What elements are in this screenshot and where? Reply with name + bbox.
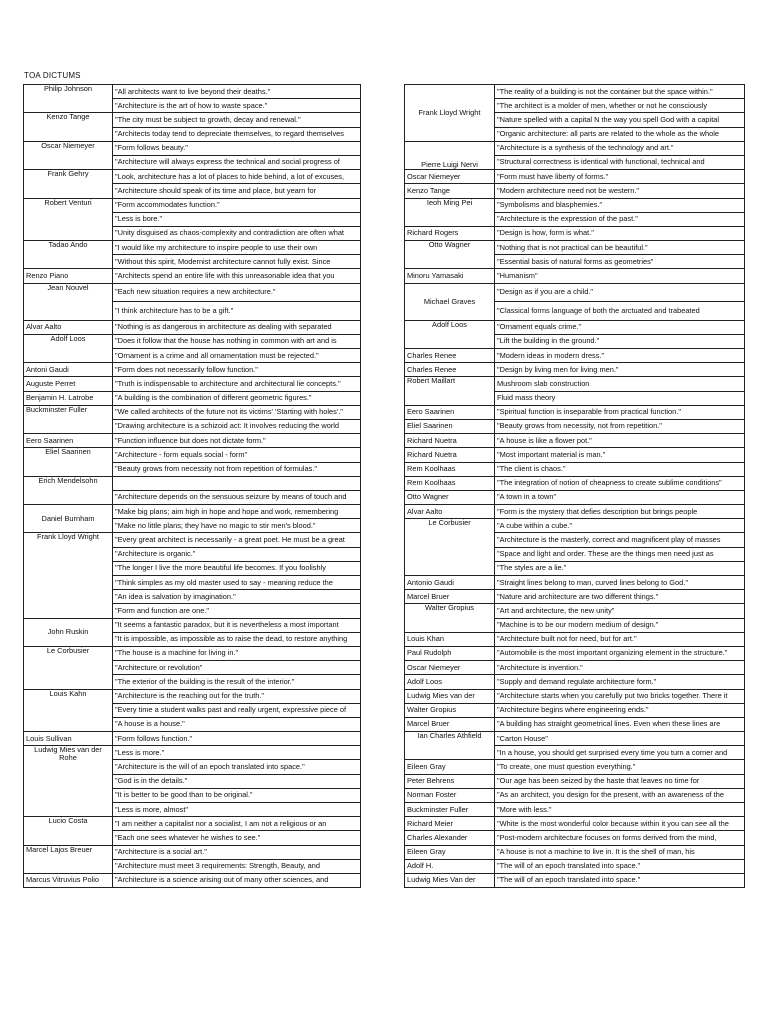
table-row — [24, 377, 361, 391]
table-row — [24, 817, 361, 831]
table-row — [405, 269, 745, 283]
dictum-quote: "Modern ideas in modern dress." — [495, 349, 745, 363]
architect-name: Louis Kahn — [24, 689, 113, 732]
table-row — [405, 519, 745, 533]
dictum-quote: "Lift the building in the ground." — [495, 334, 745, 348]
architect-name: Ian Charles Athfield — [405, 732, 495, 760]
dictum-quote: "Architecture is the art of how to waste space." — [113, 99, 361, 113]
table-row — [24, 85, 361, 99]
dictum-quote: "A house is like a flower pot." — [495, 434, 745, 448]
dictum-quote: "Form is the mystery that defies description but brings people — [495, 505, 745, 519]
dictum-quote: "The exterior of the building is the result of the interior." — [113, 675, 361, 689]
dictum-quote: "As an architect, you design for the present, with an awareness of the — [495, 788, 745, 802]
dictum-quote: "We called architects of the future not its victims' 'Starting with holes'." — [113, 405, 361, 419]
dictum-quote: "Carton House" — [495, 732, 745, 746]
dictum-quote: "Automobile is the most important organizing element in the structure." — [495, 646, 745, 660]
architect-name: Benjamin H. Latrobe — [24, 391, 113, 405]
dictum-quote: "The longer I live the more beautiful life becomes. If you foolishly — [113, 561, 361, 575]
table-row — [405, 198, 745, 212]
dictum-quote: "Design by living men for living men." — [495, 363, 745, 377]
dictum-quote: "A cube within a cube." — [495, 519, 745, 533]
architect-name: Minoru Yamasaki — [405, 269, 495, 283]
dictum-quote: "Each one sees whatever he wishes to see." — [113, 831, 361, 845]
table-row — [24, 873, 361, 887]
architect-name: Frank Lloyd Wright — [24, 533, 113, 618]
table-row — [24, 241, 361, 255]
dictum-quote: "Architecture begins where engineering ends." — [495, 703, 745, 717]
architect-name: Richard Meier — [405, 817, 495, 831]
dictum-quote: "Symbolisms and blasphemies." — [495, 198, 745, 212]
architect-name: Marcel Bruer — [405, 590, 495, 604]
architect-name: Frank Lloyd Wright — [405, 85, 495, 142]
architect-name: Le Corbusier — [24, 646, 113, 689]
table-row — [24, 405, 361, 419]
dictum-quote: "Straight lines belong to man, curved lines belong to God." — [495, 576, 745, 590]
dictum-quote: "Architecture is invention." — [495, 661, 745, 675]
architect-name: Eliel Saarinen — [24, 448, 113, 476]
architect-name: Auguste Perret — [24, 377, 113, 391]
architect-name: Renzo Piano — [24, 269, 113, 283]
table-row — [24, 320, 361, 334]
table-row — [405, 226, 745, 240]
dictum-quote: "To create, one must question everything." — [495, 760, 745, 774]
dictum-quote: "God is in the details." — [113, 774, 361, 788]
table-row — [405, 632, 745, 646]
architect-name: Antoni Gaudi — [24, 363, 113, 377]
architect-name: Walter Gropius — [405, 703, 495, 717]
dictum-quote: "Form and function are one." — [113, 604, 361, 618]
architect-name: Eliel Saarinen — [405, 419, 495, 433]
table-row — [405, 405, 745, 419]
dictum-quote: "Organic architecture: all parts are related to the whole as the whole — [495, 127, 745, 141]
architect-name: Ieoh Ming Pei — [405, 198, 495, 226]
dictum-quote: "A town in a town" — [495, 490, 745, 504]
table-row — [405, 859, 745, 873]
table-row — [405, 349, 745, 363]
dictum-quote: "All architects want to live beyond their deaths." — [113, 85, 361, 99]
table-row — [405, 448, 745, 462]
architect-name: Ludwig Mies van der Rohe — [24, 746, 113, 817]
dictum-quote: "Think simples as my old master used to say - meaning reduce the — [113, 576, 361, 590]
table-row — [405, 434, 745, 448]
dictum-quote: "The styles are a lie." — [495, 561, 745, 575]
dictum-quote: "Architecture is organic." — [113, 547, 361, 561]
table-row — [24, 646, 361, 660]
dictum-quote: "Architecture is a science arising out of many other sciences, and — [113, 873, 361, 887]
architect-name: Buckminster Fuller — [405, 803, 495, 817]
table-row — [24, 533, 361, 547]
dictum-quote: "Art and architecture, the new unity" — [495, 604, 745, 618]
dictum-quote: "White is the most wonderful color because within it you can see all the — [495, 817, 745, 831]
dictum-quote: "Less is more, almost" — [113, 803, 361, 817]
architect-name: Peter Behrens — [405, 774, 495, 788]
table-row — [24, 283, 361, 302]
dictum-quote: "Without this spirit, Modernist architecture cannot fully exist. Since — [113, 255, 361, 269]
table-row — [24, 732, 361, 746]
dictum-quote: "Architecture is the reaching out for the truth." — [113, 689, 361, 703]
dictum-quote: "Form must have liberty of forms." — [495, 170, 745, 184]
architect-name: Louis Sullivan — [24, 732, 113, 746]
dictum-quote: "The integration of notion of cheapness to create sublime conditions" — [495, 476, 745, 490]
table-row — [24, 391, 361, 405]
dictum-quote: "Ornament is a crime and all ornamentation must be rejected." — [113, 349, 361, 363]
architect-name: Adolf Loos — [405, 320, 495, 348]
architect-name: Richard Nuetra — [405, 434, 495, 448]
table-row — [24, 363, 361, 377]
architect-name: Otto Wagner — [405, 490, 495, 504]
dictum-quote: "I would like my architecture to inspire people to use their own — [113, 241, 361, 255]
dictums-table-left — [23, 84, 361, 888]
dictum-quote: "Nothing is as dangerous in architecture as dealing with separated — [113, 320, 361, 334]
architect-name: Adolf H. — [405, 859, 495, 873]
architect-name: Marcus Vitruvius Polio — [24, 873, 113, 887]
dictum-quote: "Beauty grows from necessity not from repetition of formulas." — [113, 462, 361, 476]
architect-name: Michael Graves — [405, 283, 495, 320]
table-row — [405, 320, 745, 334]
dictum-quote: "It is better to be good than to be original." — [113, 788, 361, 802]
dictum-quote: "Machine is to be our modern medium of design." — [495, 618, 745, 632]
dictum-quote: "Architecture - form equals social - form" — [113, 448, 361, 462]
architect-name: Eileen Gray — [405, 845, 495, 859]
table-row — [405, 760, 745, 774]
table-row — [405, 873, 745, 887]
table-row — [405, 576, 745, 590]
architect-name: Eero Saarinen — [24, 434, 113, 448]
architect-name: Adolf Loos — [24, 334, 113, 362]
architect-name: Marcel Lajos Breuer — [24, 845, 113, 873]
dictum-quote: "A building has straight geometrical lines. Even when these lines are — [495, 717, 745, 731]
dictum-quote: "Make big plans; aim high in hope and hope and work, remembering — [113, 505, 361, 519]
table-row — [24, 141, 361, 155]
dictum-quote: "Architecture starts when you carefully put two bricks together. There it — [495, 689, 745, 703]
dictum-quote: "The client is chaos." — [495, 462, 745, 476]
table-row — [405, 419, 745, 433]
dictum-quote: "Form accommodates function." — [113, 198, 361, 212]
table-row — [24, 689, 361, 703]
dictum-quote: "Space and light and order. These are the things men need just as — [495, 547, 745, 561]
dictum-quote: "A house is a house." — [113, 717, 361, 731]
dictum-quote: "Post-modern architecture focuses on forms derived from the mind, — [495, 831, 745, 845]
dictum-quote: "Architecture is the expression of the past." — [495, 212, 745, 226]
architect-name: Oscar Niemeyer — [405, 661, 495, 675]
dictum-quote: "Function influence but does not dictate form." — [113, 434, 361, 448]
architect-name: Erich Mendelsohn — [24, 476, 113, 504]
dictum-quote: "It is impossible, as impossible as to raise the dead, to restore anything — [113, 632, 361, 646]
dictum-quote: "Nature and architecture are two different things." — [495, 590, 745, 604]
table-row — [405, 817, 745, 831]
architect-name: Paul Rudolph — [405, 646, 495, 660]
table-row — [405, 363, 745, 377]
dictum-quote: "More with less." — [495, 803, 745, 817]
document-title: TOA DICTUMS — [24, 71, 81, 80]
architect-name: Kenzo Tange — [24, 113, 113, 141]
dictum-quote: "Nothing that is not practical can be beautiful." — [495, 241, 745, 255]
dictum-quote: "An idea is salvation by imagination." — [113, 590, 361, 604]
table-row — [24, 334, 361, 348]
architect-name: Daniel Burnham — [24, 505, 113, 533]
architect-name: Robert Maillart — [405, 377, 495, 405]
table-row — [24, 269, 361, 283]
architect-name: Walter Gropius — [405, 604, 495, 632]
table-row — [405, 689, 745, 703]
dictum-quote: "Make no little plans; they have no magic to stir men's blood." — [113, 519, 361, 533]
dictum-quote: "Design is how, form is what." — [495, 226, 745, 240]
dictum-quote: "A house is not a machine to live in. It is the shell of man, his — [495, 845, 745, 859]
table-row — [405, 476, 745, 490]
architect-name: Rem Koolhaas — [405, 476, 495, 490]
architect-name: Adolf Loos — [405, 675, 495, 689]
dictum-quote: "Truth is indispensable to architecture and architectural lie concepts." — [113, 377, 361, 391]
dictum-quote: "Architects today tend to depreciate themselves, to regard themselves — [113, 127, 361, 141]
architect-name: Ludwig Mies Van der — [405, 873, 495, 887]
dictum-quote: "The will of an epoch translated into space." — [495, 859, 745, 873]
table-row — [405, 184, 745, 198]
table-row — [405, 283, 745, 302]
architect-name: Charles Renee — [405, 349, 495, 363]
architect-name: Philip Johnson — [24, 85, 113, 113]
table-row — [24, 434, 361, 448]
dictum-quote: "Each new situation requires a new architecture." — [113, 283, 361, 302]
dictum-quote: "Essential basis of natural forms as geometries" — [495, 255, 745, 269]
dictum-quote: "Drawing architecture is a schizoid act: It involves reducing the world — [113, 419, 361, 433]
dictum-quote: "Architecture or revolution" — [113, 661, 361, 675]
dictum-quote: "Less is bore." — [113, 212, 361, 226]
dictum-quote: "Architecture is the masterly, correct and magnificent play of masses — [495, 533, 745, 547]
dictum-quote: "It seems a fantastic paradox, but it is nevertheless a most important — [113, 618, 361, 632]
dictum-quote: "Architecture is a synthesis of the technology and art." — [495, 141, 745, 155]
table-row — [405, 590, 745, 604]
table-row — [405, 717, 745, 731]
dictum-quote: "Form follows function." — [113, 732, 361, 746]
architect-name: Charles Renee — [405, 363, 495, 377]
table-row — [405, 661, 745, 675]
dictum-quote: "A building is the combination of different geometric figures." — [113, 391, 361, 405]
architect-name: Antonio Gaudi — [405, 576, 495, 590]
table-row — [24, 845, 361, 859]
dictum-quote — [113, 476, 361, 490]
architect-name: Louis Khan — [405, 632, 495, 646]
table-row — [24, 746, 361, 760]
architect-name: Tadao Ando — [24, 241, 113, 269]
dictum-quote: "In a house, you should get surprised every time you turn a corner and — [495, 746, 745, 760]
architect-name: Richard Nuetra — [405, 448, 495, 462]
dictum-quote: "Structural correctness is identical with functional, technical and — [495, 155, 745, 169]
architect-name: Pierre Luigi Nervi — [405, 141, 495, 169]
dictum-quote: "The architect is a molder of men, whether or not he consciously — [495, 99, 745, 113]
dictum-quote: "Architecture is a social art." — [113, 845, 361, 859]
table-row — [405, 788, 745, 802]
architect-name: Otto Wagner — [405, 241, 495, 269]
dictum-quote: "Architecture should speak of its time and place, but yearn for — [113, 184, 361, 198]
architect-name: Lucio Costa — [24, 817, 113, 845]
dictum-quote: "Does it follow that the house has nothing in common with art and is — [113, 334, 361, 348]
architect-name: Buckminster Fuller — [24, 405, 113, 433]
architect-name: Alvar Aalto — [24, 320, 113, 334]
table-row — [24, 476, 361, 490]
table-row — [405, 170, 745, 184]
dictum-quote: "Every time a student walks past and really urgent, expressive piece of — [113, 703, 361, 717]
dictum-quote: "Supply and demand regulate architecture form." — [495, 675, 745, 689]
architect-name: Rem Koolhaas — [405, 462, 495, 476]
dictum-quote: "Less is more." — [113, 746, 361, 760]
dictum-quote: "Spiritual function is inseparable from practical function." — [495, 405, 745, 419]
table-row — [24, 618, 361, 632]
architect-name: Marcel Bruer — [405, 717, 495, 731]
dictum-quote: Mushroom slab construction — [495, 377, 745, 391]
table-row — [405, 845, 745, 859]
table-row — [24, 113, 361, 127]
dictum-quote: "Modern architecture need not be western." — [495, 184, 745, 198]
dictums-table-right — [404, 84, 745, 888]
table-row — [405, 377, 745, 391]
architect-name: Le Corbusier — [405, 519, 495, 576]
dictum-quote: "Design as if you are a child." — [495, 283, 745, 302]
architect-name: Eero Saarinen — [405, 405, 495, 419]
table-row — [405, 703, 745, 717]
dictum-quote: "I think architecture has to be a gift." — [113, 302, 361, 321]
dictum-quote: "The will of an epoch translated into space." — [495, 873, 745, 887]
dictum-quote: "Architecture will always express the technical and social progress of — [113, 155, 361, 169]
dictum-quote: "Look, architecture has a lot of places to hide behind, a lot of excuses, — [113, 170, 361, 184]
table-row — [405, 831, 745, 845]
table-row — [405, 462, 745, 476]
architect-name: Alvar Aalto — [405, 505, 495, 519]
architect-name: Eileen Gray — [405, 760, 495, 774]
architect-name: Robert Venturi — [24, 198, 113, 241]
dictum-quote: "The city must be subject to growth, decay and renewal." — [113, 113, 361, 127]
dictum-quote: "Beauty grows from necessity, not from repetition." — [495, 419, 745, 433]
table-row — [405, 490, 745, 504]
architect-name: Frank Gehry — [24, 170, 113, 198]
dictum-quote: "Architects spend an entire life with this unreasonable idea that you — [113, 269, 361, 283]
dictum-quote: "Unity disguised as chaos-complexity and contradiction are often what — [113, 226, 361, 240]
dictum-quote: "Form follows beauty." — [113, 141, 361, 155]
architect-name: Charles Alexander — [405, 831, 495, 845]
table-row — [405, 241, 745, 255]
table-row — [405, 646, 745, 660]
dictum-quote: "Architecture depends on the sensuous seizure by means of touch and — [113, 490, 361, 504]
architect-name: Oscar Niemeyer — [405, 170, 495, 184]
table-row — [405, 675, 745, 689]
dictum-quote: "Humanism" — [495, 269, 745, 283]
table-row — [24, 170, 361, 184]
architect-name: Kenzo Tange — [405, 184, 495, 198]
architect-name: Oscar Niemeyer — [24, 141, 113, 169]
table-row — [24, 505, 361, 519]
dictum-quote: Fluid mass theory — [495, 391, 745, 405]
dictum-quote: "Form does not necessarily follow function." — [113, 363, 361, 377]
architect-name: Ludwig Mies van der — [405, 689, 495, 703]
table-row — [405, 774, 745, 788]
table-row — [405, 803, 745, 817]
dictum-quote: "Ornament equals crime." — [495, 320, 745, 334]
architect-name: John Ruskin — [24, 618, 113, 646]
dictums-table-left-body — [24, 85, 361, 888]
architect-name: Norman Foster — [405, 788, 495, 802]
table-row — [24, 198, 361, 212]
dictum-quote: "Architecture is the will of an epoch translated into space." — [113, 760, 361, 774]
dictum-quote: "The house is a machine for living in." — [113, 646, 361, 660]
architect-name: Richard Rogers — [405, 226, 495, 240]
dictum-quote: "I am neither a capitalist nor a socialist, I am not a religious or an — [113, 817, 361, 831]
table-row — [24, 448, 361, 462]
dictum-quote: "The reality of a building is not the container but the space within." — [495, 85, 745, 99]
dictum-quote: "Every great architect is necessarily - a great poet. He must be a great — [113, 533, 361, 547]
dictum-quote: "Architecture must meet 3 requirements: Strength, Beauty, and — [113, 859, 361, 873]
table-row — [405, 505, 745, 519]
dictum-quote: "Architecture built not for need, but for art." — [495, 632, 745, 646]
dictums-table-right-body — [405, 85, 745, 888]
dictum-quote: "Our age has been seized by the haste that leaves no time for — [495, 774, 745, 788]
table-row — [405, 732, 745, 746]
dictum-quote: "Most important material is man." — [495, 448, 745, 462]
table-row — [405, 604, 745, 618]
table-row — [405, 141, 745, 155]
dictum-quote: "Classical forms language of both the arctuated and trabeated — [495, 302, 745, 321]
table-row — [405, 85, 745, 99]
architect-name: Jean Nouvel — [24, 283, 113, 320]
dictum-quote: "Nature spelled with a capital N the way you spell God with a capital — [495, 113, 745, 127]
